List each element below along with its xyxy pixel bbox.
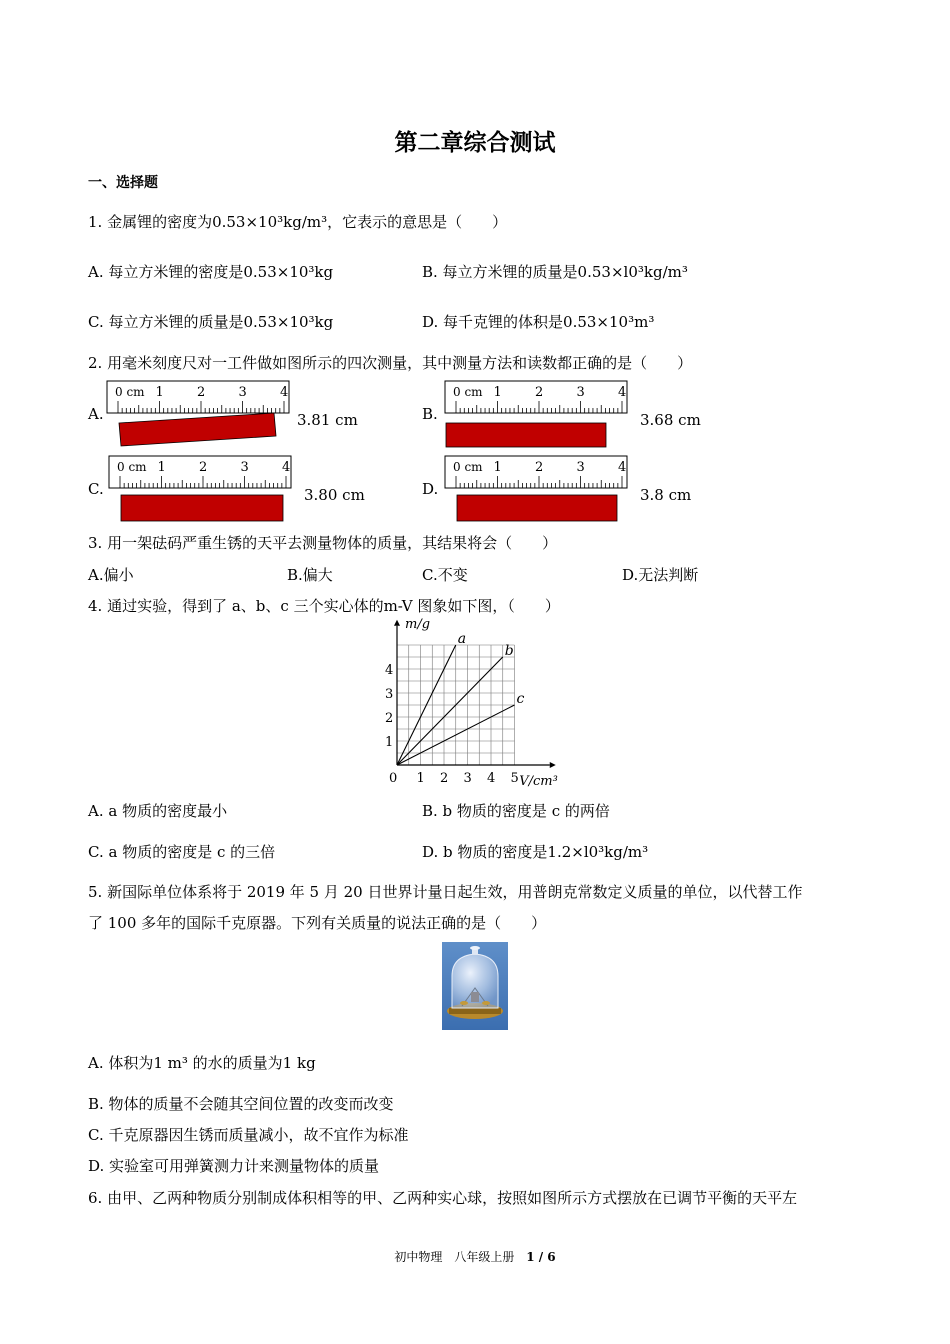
workpiece-block-a — [119, 413, 276, 446]
y-tick-label: 4 — [385, 663, 394, 678]
ruler-unit-label: 0 cm — [115, 385, 145, 399]
ruler-option-d-reading: 3.8 cm — [640, 486, 692, 504]
y-tick-label: 3 — [385, 687, 394, 702]
x-tick-label: 4 — [487, 771, 496, 786]
m-v-graph — [375, 616, 575, 790]
question-1-option-b: B. 每立方米锂的质量是0.53×l0³kg/m³ — [422, 263, 688, 281]
ruler-a — [107, 381, 289, 413]
ruler-tick-label: 2 — [535, 385, 544, 400]
x-tick-label: 3 — [463, 771, 472, 786]
question-6-stem: 6. 由甲、乙两种物质分别制成体积相等的甲、乙两种实心球，按照如图所示方式摆放在已调节平衡的天平左 — [88, 1189, 798, 1207]
x-tick-label: 0 — [389, 771, 398, 786]
ruler-tick-label: 3 — [576, 385, 585, 400]
question-1-option-c: C. 每立方米锂的质量是0.53×10³kg — [88, 313, 334, 331]
series-label-c: c — [516, 691, 525, 707]
ruler-b — [445, 381, 627, 413]
footer-text: 初中物理 八年级上册 — [394, 1250, 515, 1264]
ruler-tick-label: 2 — [199, 460, 208, 475]
ruler-tick-label: 4 — [618, 385, 627, 400]
page-number: 1 / 6 — [526, 1250, 556, 1264]
ruler-tick-label: 4 — [280, 385, 289, 400]
workpiece-block-b — [446, 423, 606, 447]
workpiece-block-d — [457, 495, 617, 521]
question-5-stem-line-2: 了 100 多年的国际千克原器。下列有关质量的说法正确的是（ ） — [88, 914, 547, 932]
ruler-tick-label: 2 — [535, 460, 544, 475]
chart-axes — [394, 620, 556, 768]
ruler-option-d-label: D. — [422, 480, 439, 498]
kilogram-prototype-photo — [442, 942, 508, 1030]
ruler-c — [109, 456, 291, 488]
ruler-tick-label: 2 — [197, 385, 206, 400]
ruler-figure-b — [444, 380, 634, 450]
question-5-option-b: B. 物体的质量不会随其空间位置的改变而改变 — [88, 1095, 394, 1113]
ruler-tick-label: 4 — [282, 460, 291, 475]
ruler-unit-label: 0 cm — [453, 460, 483, 474]
ruler-tick-label: 1 — [493, 460, 502, 475]
ruler-option-c-reading: 3.80 cm — [304, 486, 365, 504]
question-4-option-c: C. a 物质的密度是 c 的三倍 — [88, 843, 276, 861]
question-3-option-b: B.偏大 — [287, 566, 333, 584]
y-tick-label: 1 — [385, 735, 394, 750]
question-1-option-d: D. 每千克锂的体积是0.53×10³m³ — [422, 313, 655, 331]
question-3-option-c: C.不变 — [422, 566, 468, 584]
question-5-option-a: A. 体积为1 m³ 的水的质量为1 kg — [88, 1054, 316, 1072]
chart-labels — [385, 617, 558, 789]
kilogram-cylinder — [471, 992, 479, 1002]
x-axis-label: V/cm³ — [519, 774, 558, 789]
section-heading: 一、选择题 — [88, 175, 158, 191]
page-footer — [0, 1248, 950, 1265]
ruler-tick-label: 3 — [238, 385, 247, 400]
question-4-option-b: B. b 物质的密度是 c 的两倍 — [422, 802, 610, 820]
page-title: 第二章综合测试 — [394, 130, 556, 156]
series-label-a: a — [457, 631, 467, 647]
ruler-tick-label: 3 — [576, 460, 585, 475]
question-3-option-d: D.无法判断 — [622, 566, 699, 584]
ruler-tick-label: 3 — [240, 460, 249, 475]
ruler-tick-label: 1 — [157, 460, 166, 475]
ruler-tick-label: 4 — [618, 460, 627, 475]
question-4-stem: 4. 通过实验，得到了 a、b、c 三个实心体的m-V 图象如下图，（ ） — [88, 597, 560, 615]
question-5-stem-line-1: 5. 新国际单位体系将于 2019 年 5 月 20 日世界计量日起生效，用普朗克常数定义质量的单位，以代替工作 — [88, 883, 803, 901]
question-3-stem: 3. 用一架砝码严重生锈的天平去测量物体的质量，其结果将会（ ） — [88, 534, 558, 552]
ruler-option-b-reading: 3.68 cm — [640, 411, 701, 429]
ruler-option-b-label: B. — [422, 405, 438, 423]
question-3-option-a: A.偏小 — [88, 566, 134, 584]
ruler-option-a-reading: 3.81 cm — [297, 411, 358, 429]
ruler-option-c-label: C. — [88, 480, 104, 498]
y-axis-label: m/g — [405, 616, 431, 632]
question-4-option-a: A. a 物质的密度最小 — [88, 802, 228, 820]
ruler-option-a-label: A. — [88, 405, 104, 423]
x-tick-label: 1 — [416, 771, 425, 786]
y-tick-label: 2 — [385, 711, 394, 726]
question-4-option-d: D. b 物质的密度是1.2×l0³kg/m³ — [422, 843, 649, 861]
ruler-figure-a — [106, 380, 296, 450]
series-label-b: b — [504, 643, 514, 659]
ruler-figure-c — [108, 455, 303, 525]
x-axis-arrow — [550, 762, 556, 768]
ruler-unit-label: 0 cm — [453, 385, 483, 399]
ruler-tick-label: 1 — [493, 385, 502, 400]
question-1-option-a: A. 每立方米锂的密度是0.53×10³kg — [88, 263, 334, 281]
x-tick-label: 2 — [440, 771, 449, 786]
ruler-d — [445, 456, 627, 488]
question-5-option-d: D. 实验室可用弹簧测力计来测量物体的质量 — [88, 1157, 380, 1175]
ruler-figure-d — [444, 455, 639, 525]
ruler-tick-label: 1 — [155, 385, 164, 400]
x-tick-label: 5 — [510, 771, 519, 786]
question-1-stem: 1. 金属锂的密度为0.53×10³kg/m³，它表示的意思是（ ） — [88, 213, 508, 231]
workpiece-block-c — [121, 495, 283, 521]
ruler-unit-label: 0 cm — [117, 460, 147, 474]
series-line-b — [397, 657, 503, 765]
question-5-option-c: C. 千克原器因生锈而质量减小，故不宜作为标准 — [88, 1126, 409, 1144]
y-axis-arrow — [394, 620, 400, 626]
question-2-stem: 2. 用毫米刻度尺对一工件做如图所示的四次测量，其中测量方法和读数都正确的是（ ） — [88, 354, 693, 372]
